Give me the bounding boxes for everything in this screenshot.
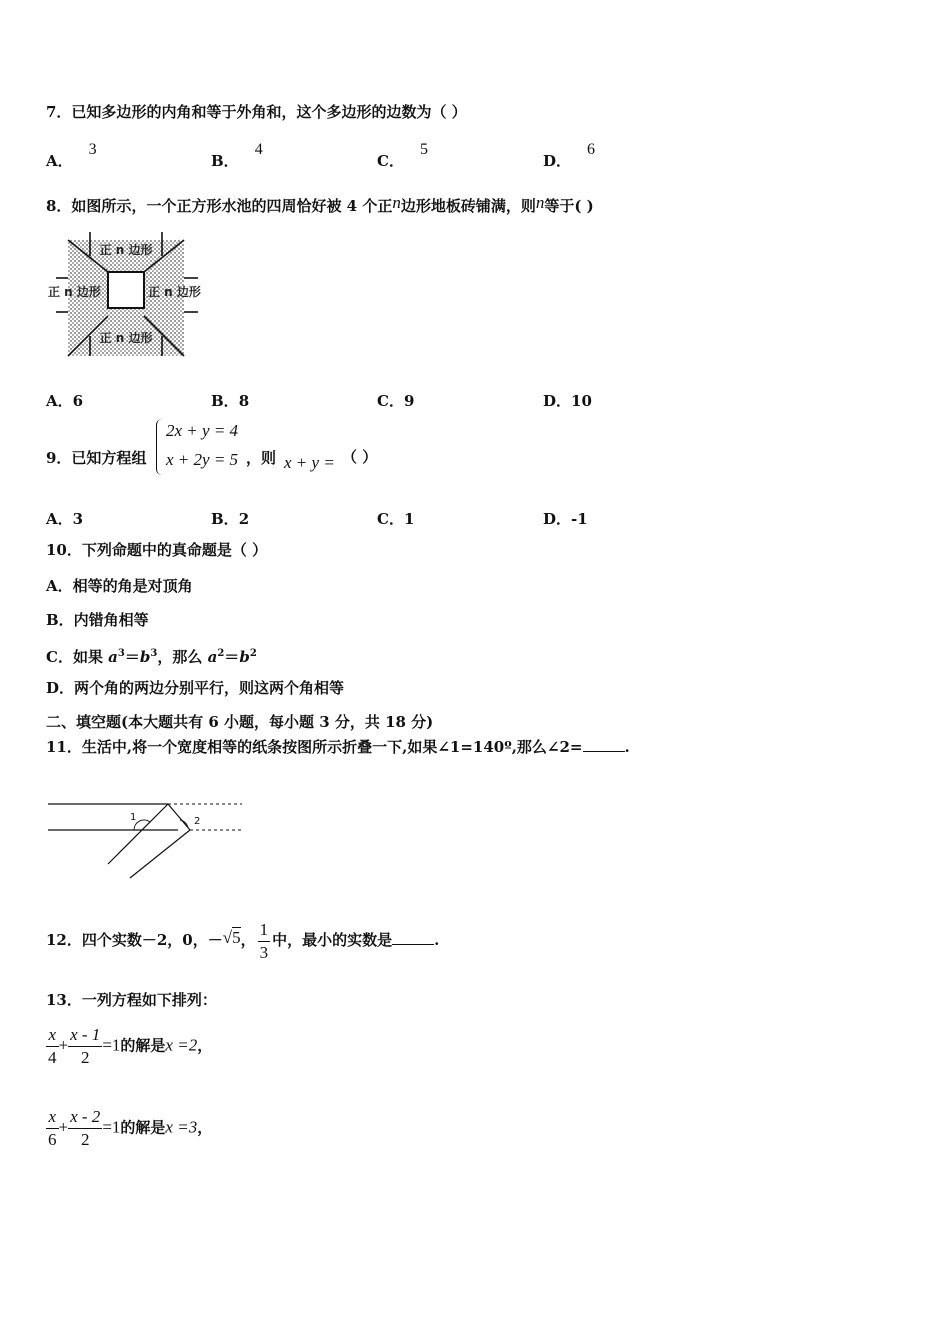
fig-label-right: 正 n 边形 <box>148 285 201 299</box>
q7-option-c: C．5 <box>377 141 428 170</box>
q12-sqrt-radicand: 5 <box>232 928 241 947</box>
fig-label-top: 正 n 边形 <box>99 243 153 257</box>
q13-equation-1: $\frac{x}{4}$ + $\frac{x - 1}{2}$ =1的解是x =2， <box>48 1025 213 1067</box>
section-2-heading: 二、填空题(本大题共有 6 小题，每小题 3 分，共 18 分) <box>46 713 434 731</box>
q10-option-b: B．内错角相等 <box>46 611 149 629</box>
q9-option-b: B．2 <box>211 510 250 528</box>
q8-stem: 8．如图所示，一个正方形水池的四周恰好被 4 个正n边形地板砖铺满，则n等于( ) <box>46 193 594 215</box>
q9-stem-c: （ ） <box>342 448 378 466</box>
q9-option-a: A．3 <box>46 510 84 528</box>
q12-answer-blank[interactable] <box>392 930 434 945</box>
q10-option-c: C．如果 $a^3=b^3$，那么 $a^2=b^2$ <box>46 648 257 666</box>
q13-stem: 13．一列方程如下排列： <box>46 991 217 1009</box>
q9-eq1: 2x + y = 4 <box>166 421 239 440</box>
fig-label-bottom: 正 n 边形 <box>99 331 153 345</box>
q12-stem: 12．四个实数－2，0，－√5， $\frac{1}{3}$ 中，最小的实数是 . <box>46 919 440 962</box>
q9-stem-b: ，则 <box>246 449 277 467</box>
q11-answer-blank[interactable] <box>583 737 625 752</box>
q8-option-a: A．6 <box>46 392 84 410</box>
q8-tiling-figure <box>46 228 208 360</box>
q8-option-c: C．9 <box>377 392 415 410</box>
q9-option-d: D．-1 <box>543 510 588 528</box>
q7-option-b: B．4 <box>211 141 263 170</box>
fig-label-left: 正 n 边形 <box>48 285 101 299</box>
q8-option-d: D．10 <box>543 392 592 410</box>
q12-fraction: $\frac{1}{3}$ <box>259 919 269 962</box>
q7-stem: 7．已知多边形的内角和等于外角和，这个多边形的边数为（ ） <box>46 103 467 121</box>
q11-folded-strip-figure <box>46 790 246 882</box>
q10-option-a: A．相等的角是对顶角 <box>46 577 193 595</box>
q13-equation-2: $\frac{x}{6}$ + $\frac{x - 2}{2}$ =1的解是x =3， <box>48 1107 213 1149</box>
q11-stem: 11．生活中,将一个宽度相等的纸条按图所示折叠一下,如果∠1=140º,那么∠2= . <box>46 738 630 756</box>
q9-option-c: C．1 <box>377 510 415 528</box>
q10-option-d: D．两个角的两边分别平行，则这两个角相等 <box>46 679 345 697</box>
angle-1-label: 1 <box>130 812 137 823</box>
q8-option-b: B．8 <box>211 392 250 410</box>
q7-option-a: A．3 <box>46 141 97 170</box>
q7-option-d: D．6 <box>543 141 596 170</box>
q9-eq2: x + 2y = 5 <box>166 450 239 469</box>
q9-stem-a: 9．已知方程组 <box>46 449 147 467</box>
q9-expr: x + y = <box>284 453 335 472</box>
angle-2-label: 2 <box>194 816 201 827</box>
q10-stem: 10．下列命题中的真命题是（ ） <box>46 541 268 559</box>
